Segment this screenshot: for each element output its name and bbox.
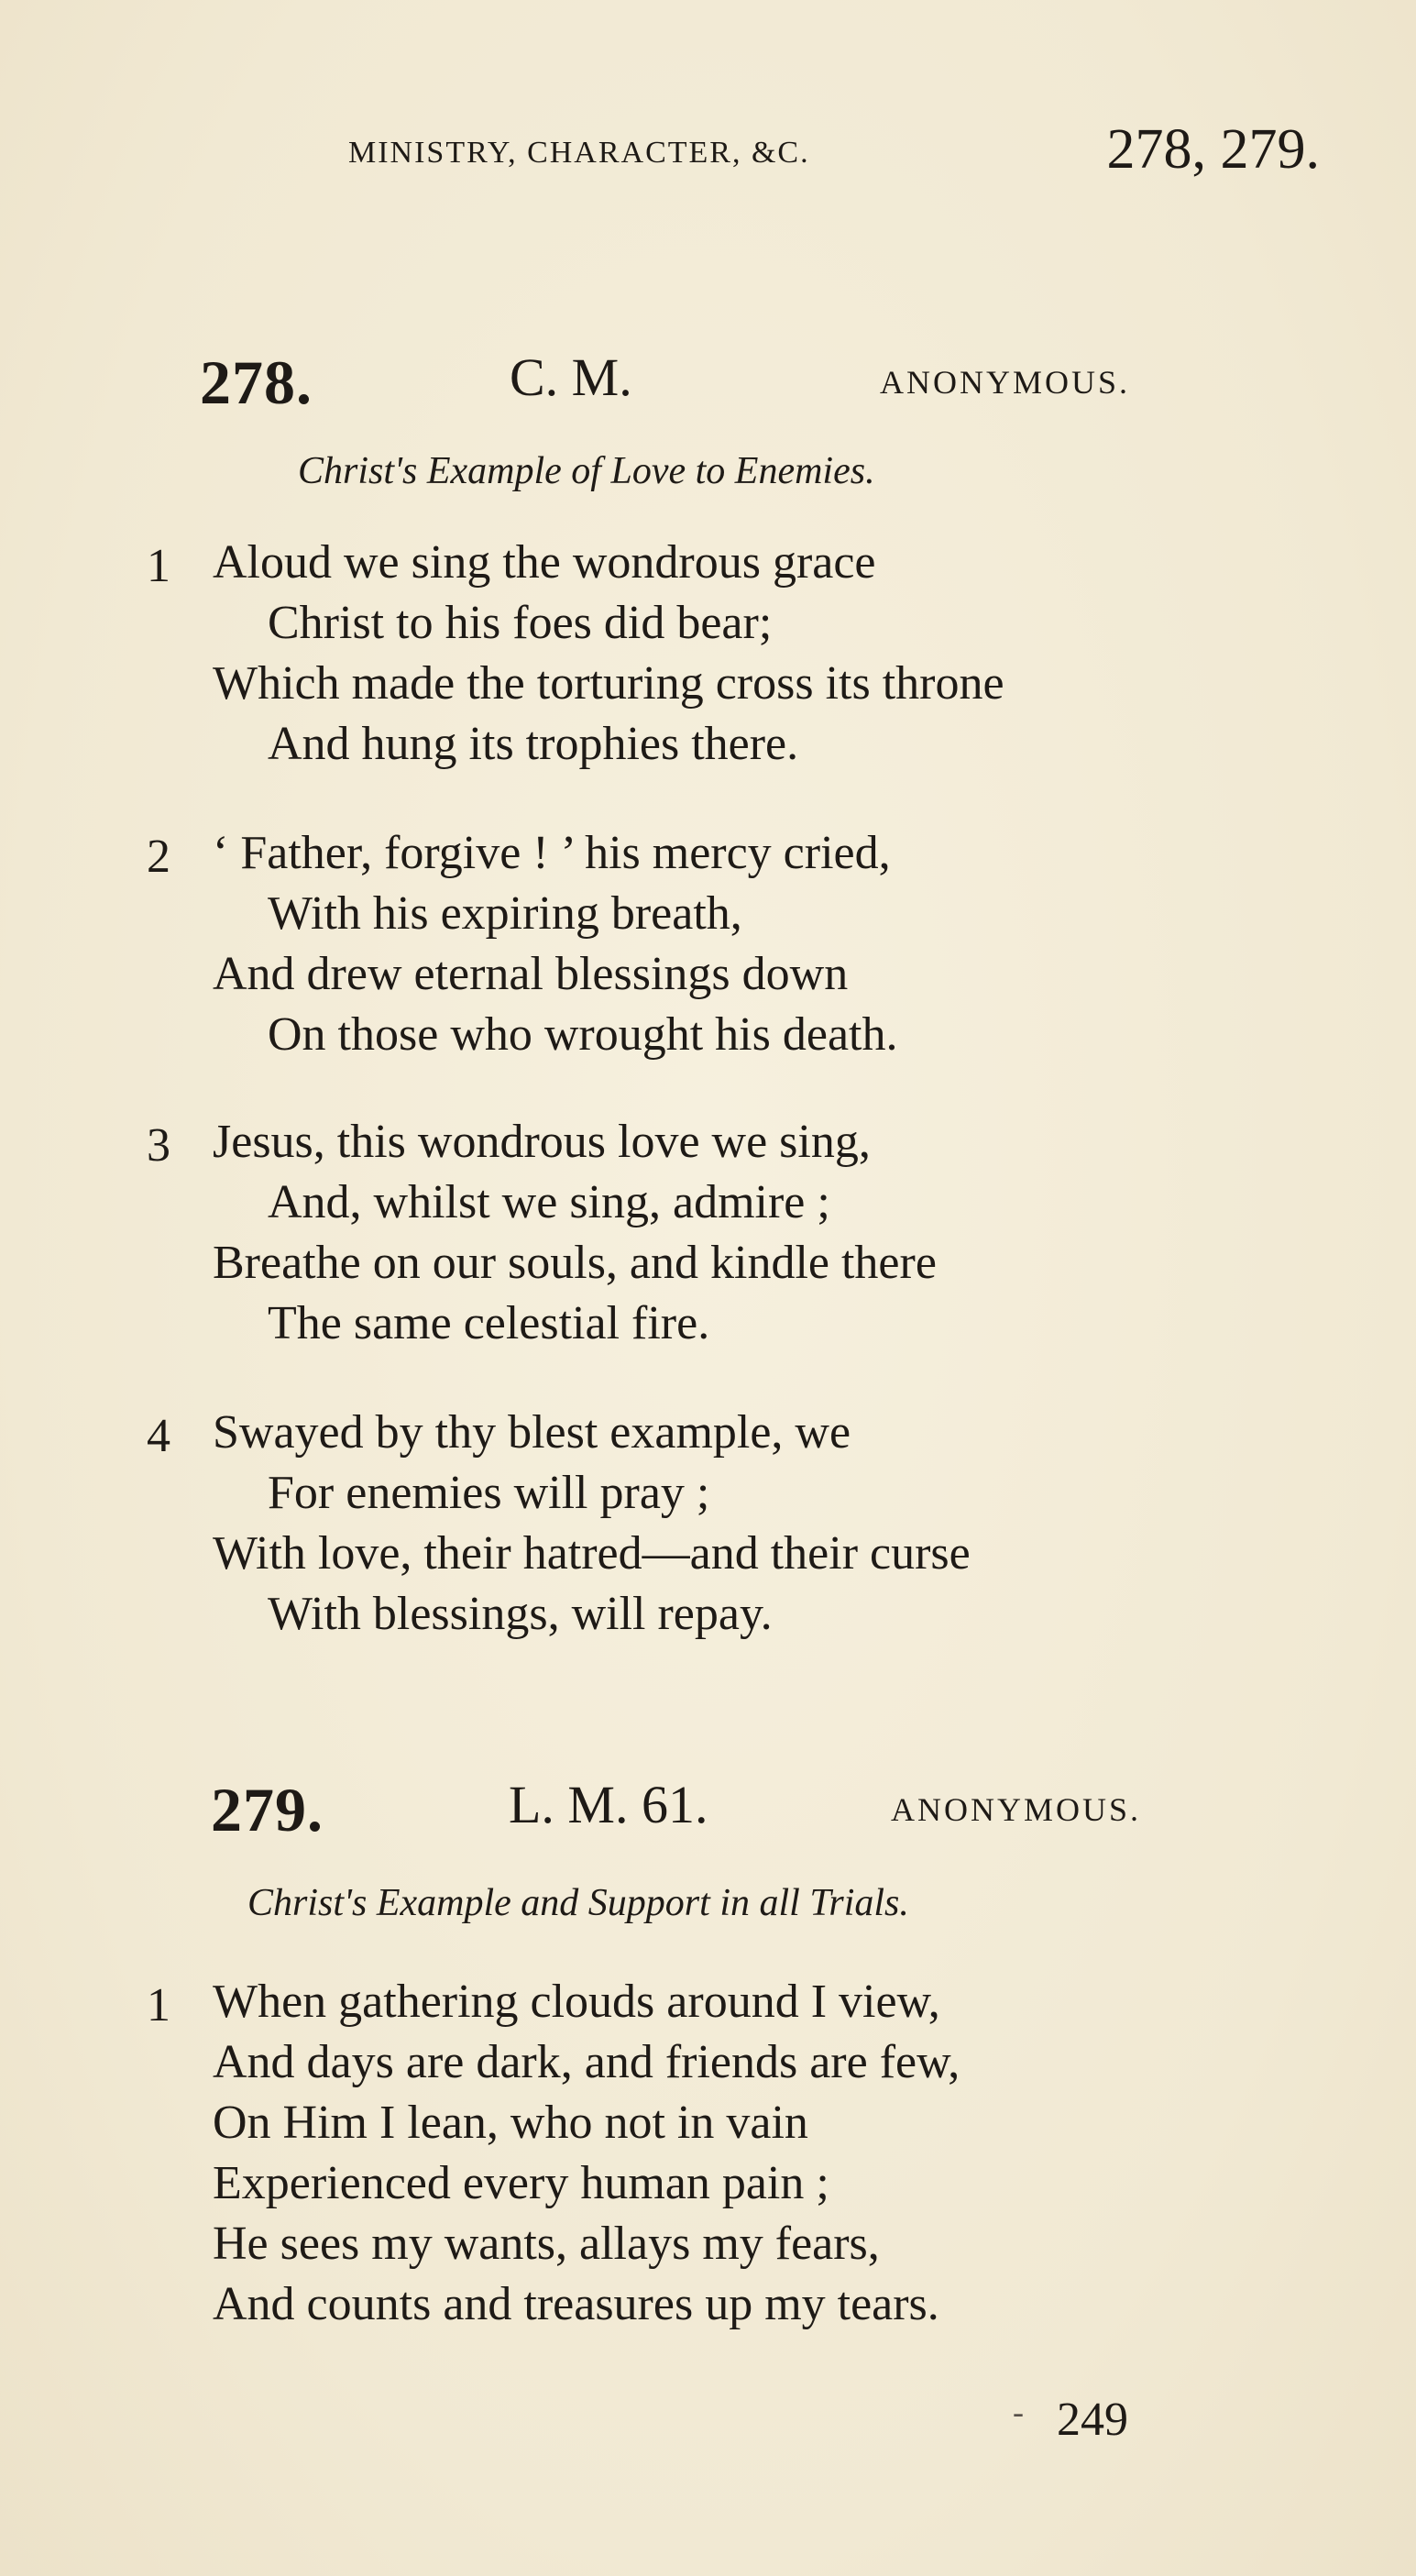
verse-line: And hung its trophies there. xyxy=(268,718,799,770)
verse-line: Experienced every human pain ; xyxy=(213,2157,829,2209)
verse-line: With love, their hatred—and their curse xyxy=(213,1527,971,1580)
hymn-number: 278. xyxy=(200,347,313,417)
hymn-meter: C. M. xyxy=(510,347,632,407)
hymn-subtitle: Christ's Example of Love to Enemies. xyxy=(298,450,875,492)
verse-line: Breathe on our souls, and kindle there xyxy=(213,1237,937,1289)
hymn-meter: L. M. 61. xyxy=(509,1775,708,1834)
hymn-number: 279. xyxy=(211,1775,324,1844)
verse-line: Swayed by thy blest example, we xyxy=(213,1406,851,1459)
hymn-header-279 xyxy=(211,1774,1173,1847)
verse-line: He sees my wants, allays my fears, xyxy=(213,2218,880,2270)
verse-line: Christ to his foes did bear; xyxy=(268,597,773,649)
verse-line: Jesus, this wondrous love we sing, xyxy=(213,1116,871,1168)
verse-line: Which made the torturing cross its throne xyxy=(213,657,1004,710)
stanza-number: 4 xyxy=(147,1410,170,1462)
verse-line: On those who wrought his death. xyxy=(268,1008,898,1061)
verse-line: Aloud we sing the wondrous grace xyxy=(213,536,876,589)
hymn-author: ANONYMOUS. xyxy=(891,1791,1142,1828)
verse-line: With blessings, will repay. xyxy=(268,1588,773,1640)
stanza-number: 1 xyxy=(147,1979,170,2031)
folio-dash: - xyxy=(1013,2394,1024,2430)
verse-line: And drew eternal blessings down xyxy=(213,948,849,1000)
running-head xyxy=(348,117,1320,191)
page-number: 249 xyxy=(1057,2394,1128,2446)
hymn-author: ANONYMOUS. xyxy=(880,364,1131,401)
verse-line: And counts and treasures up my tears. xyxy=(213,2278,939,2330)
hymn-header-278 xyxy=(200,347,1144,420)
verse-line: For enemies will pray ; xyxy=(268,1467,710,1519)
verse-line: The same celestial fire. xyxy=(268,1297,710,1349)
running-head-hymn-numbers: 278, 279. xyxy=(1106,118,1320,181)
verse-line: And days are dark, and friends are few, xyxy=(213,2036,960,2088)
stanza-number: 3 xyxy=(147,1119,170,1172)
stanza-number: 1 xyxy=(147,540,170,592)
stanza-number: 2 xyxy=(147,831,170,883)
verse-line: And, whilst we sing, admire ; xyxy=(268,1176,830,1228)
hymn-subtitle: Christ's Example and Support in all Trials. xyxy=(247,1882,909,1924)
running-head-title: MINISTRY, CHARACTER, &C. xyxy=(348,136,810,170)
verse-line: When gathering clouds around I view, xyxy=(213,1976,940,2028)
verse-line: With his expiring breath, xyxy=(268,887,742,940)
verse-line: ‘ Father, forgive ! ’ his mercy cried, xyxy=(213,827,891,879)
verse-line: On Him I lean, who not in vain xyxy=(213,2097,808,2149)
